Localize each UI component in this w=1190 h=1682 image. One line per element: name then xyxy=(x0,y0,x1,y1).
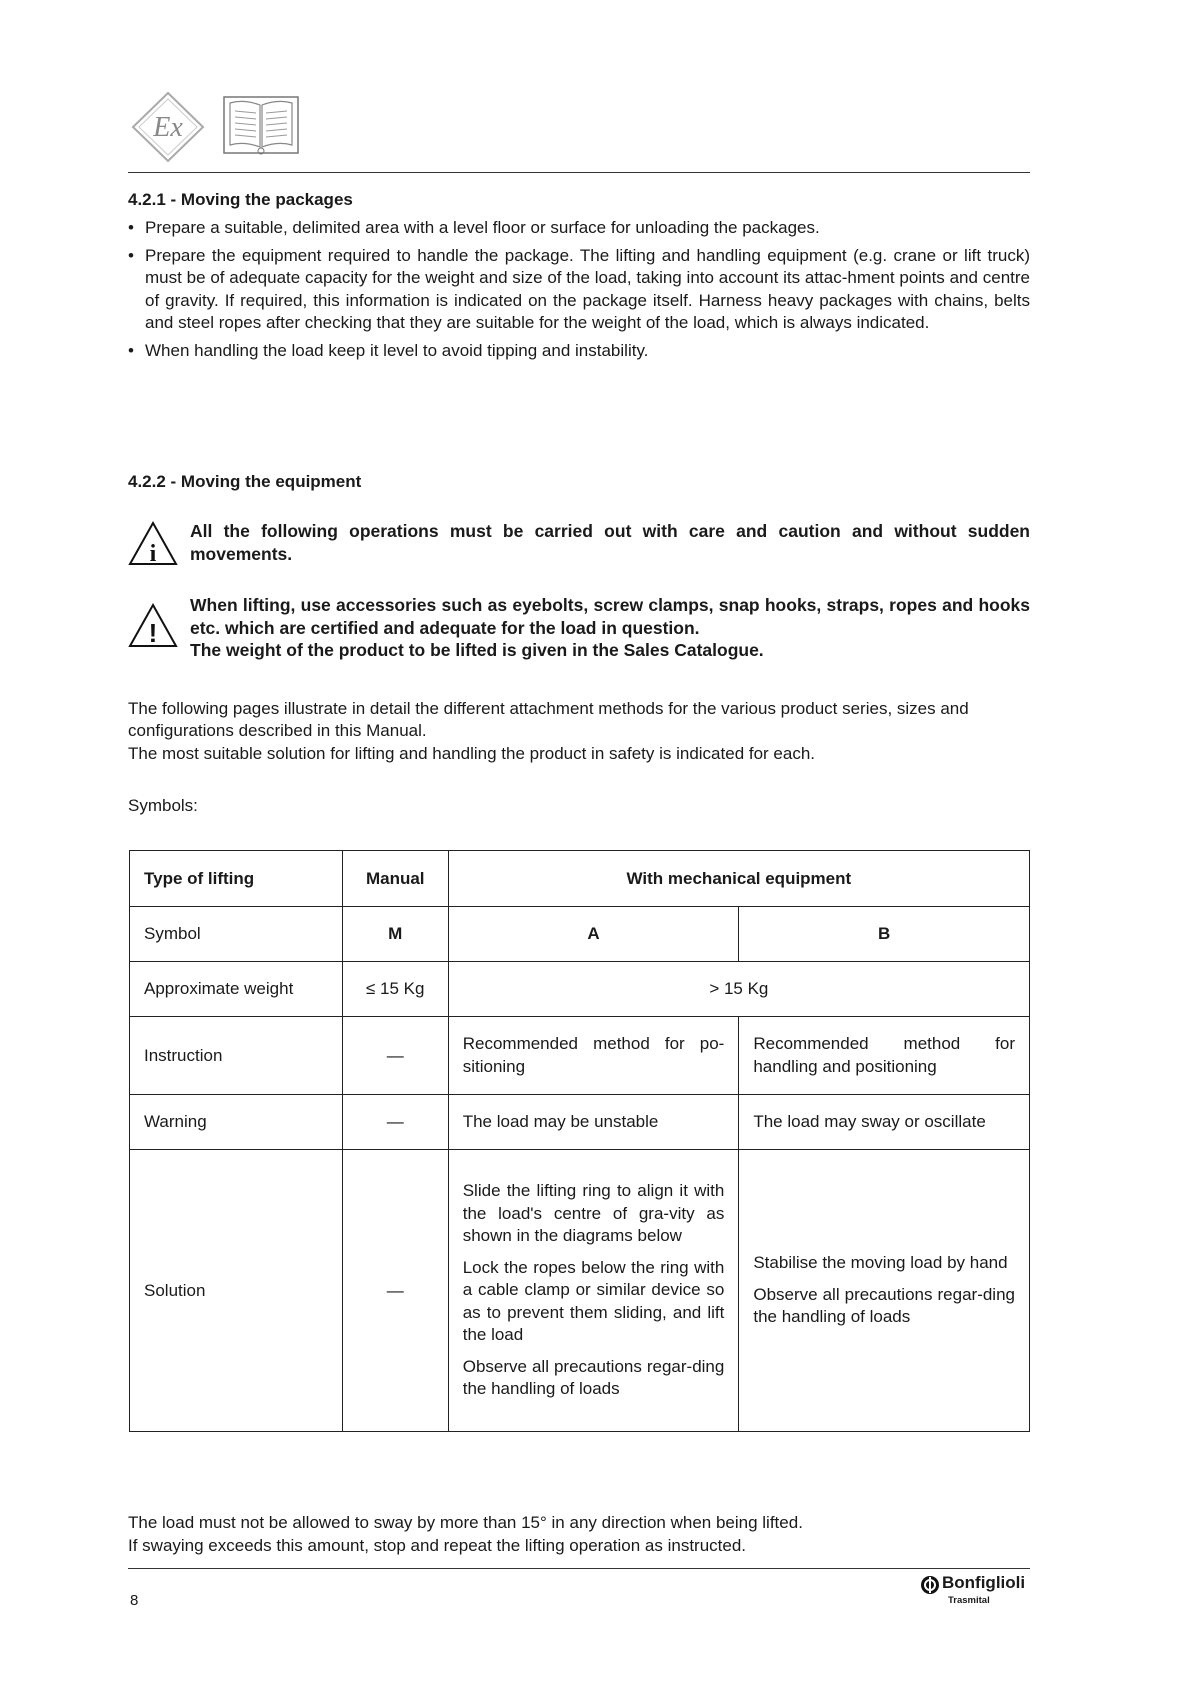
table-header-type: Type of lifting xyxy=(130,851,343,907)
table-row xyxy=(130,1095,1030,1150)
list-item: • Prepare the equipment required to handle the package. The lifting and handling equipment (e.g. crane or lift truck) must be of adequate capacity for the weight and size of the load, taking into account its attac-hment points and centre of gravity. If required, this information is indicated on the package itself. Harness heavy packages with chains, belts and steel ropes after checking that they are suitable for the weight of the load, which is always indicated. xyxy=(128,245,1030,335)
table-cell: — xyxy=(342,1095,448,1150)
table-cell: The load may sway or oscillate xyxy=(739,1095,1030,1150)
intro-paragraph: The following pages illustrate in detail the different attachment methods for the various product series, sizes and configurations described in this Manual. xyxy=(128,699,969,740)
warning-notice-text: When lifting, use accessories such as eyebolts, screw clamps, snap hooks, straps, ropes and hooks etc. which are certified and adequate for the load in question. xyxy=(190,595,1030,638)
atex-ex-icon xyxy=(128,90,208,164)
solution-b-step: Stabilise the moving load by hand xyxy=(753,1253,1008,1273)
table-cell xyxy=(739,1150,1030,1432)
solution-a-step: Slide the lifting ring to align it with the load's centre of gra-vity as shown in the diagrams below xyxy=(462,1181,725,1246)
packages-bullet-list xyxy=(128,217,1030,367)
bonfiglioli-logo xyxy=(920,1573,1032,1613)
symbols-label: Symbols: xyxy=(128,796,198,815)
table-cell: Approximate weight xyxy=(130,962,343,1017)
table-cell: ≤ 15 Kg xyxy=(342,962,448,1017)
page-number: 8 xyxy=(130,1592,139,1609)
table-header-mechanical: With mechanical equipment xyxy=(448,851,1029,907)
solution-a-step: Observe all precautions regar-ding the handling of loads xyxy=(462,1356,725,1399)
table-cell: — xyxy=(342,1150,448,1432)
table-cell: — xyxy=(342,1017,448,1095)
table-cell: Recommended method for handling and positioning xyxy=(739,1017,1030,1095)
table-row xyxy=(130,1017,1030,1095)
table-cell: Warning xyxy=(130,1095,343,1150)
section-heading-moving-packages: 4.2.1 - Moving the packages xyxy=(128,190,353,209)
table-row xyxy=(130,1150,1030,1432)
table-row xyxy=(130,962,1030,1017)
manual-book-icon xyxy=(222,95,300,157)
warning-triangle-icon xyxy=(128,602,178,648)
table-header-manual: Manual xyxy=(342,851,448,907)
table-cell: > 15 Kg xyxy=(448,962,1029,1017)
table-cell: Instruction xyxy=(130,1017,343,1095)
warning-notice xyxy=(128,594,1030,664)
brand-subname: Trasmital xyxy=(948,1595,990,1606)
table-cell: Recommended method for po-sitioning xyxy=(448,1017,739,1095)
footer-rule xyxy=(128,1568,1030,1569)
table-cell: The load may be unstable xyxy=(448,1095,739,1150)
lifting-table xyxy=(129,850,1030,1432)
intro-paragraph-2: The most suitable solution for lifting and handling the product in safety is indicated for each. xyxy=(128,744,816,763)
table-cell: A xyxy=(448,907,739,962)
table-row xyxy=(130,907,1030,962)
table-cell: B xyxy=(739,907,1030,962)
info-triangle-icon xyxy=(128,520,178,566)
table-cell xyxy=(448,1150,739,1432)
solution-b-step: Observe all precautions regar-ding the handling of loads xyxy=(753,1284,1015,1327)
svg-text:!: ! xyxy=(148,618,158,648)
header-rule xyxy=(128,172,1030,173)
bonfiglioli-logo-icon xyxy=(920,1575,940,1595)
svg-text:Ex: Ex xyxy=(153,112,183,143)
sway-note: The load must not be allowed to sway by more than 15° in any direction when being lifted. xyxy=(128,1513,803,1532)
brand-name: Bonfiglioli xyxy=(942,1573,1026,1592)
table-cell: Symbol xyxy=(130,907,343,962)
table-cell: M xyxy=(342,907,448,962)
warning-notice-weight: The weight of the product to be lifted is given in the Sales Catalogue. xyxy=(190,640,764,660)
table-cell: Solution xyxy=(130,1150,343,1432)
info-notice-text: All the following operations must be carried out with care and caution and without sudden movements. xyxy=(190,521,1030,564)
list-item: • Prepare a suitable, delimited area with a level floor or surface for unloading the packages. xyxy=(128,217,1030,240)
sway-note-2: If swaying exceeds this amount, stop and repeat the lifting operation as instructed. xyxy=(128,1536,747,1555)
table-row xyxy=(130,851,1030,907)
info-notice xyxy=(128,520,1030,568)
section-heading-moving-equipment: 4.2.2 - Moving the equipment xyxy=(128,472,362,491)
list-item: • When handling the load keep it level to avoid tipping and instability. xyxy=(128,340,1030,363)
solution-a-step: Lock the ropes below the ring with a cable clamp or similar device so as to prevent them sliding, and lift the load xyxy=(462,1257,725,1345)
svg-text:i: i xyxy=(149,541,157,566)
